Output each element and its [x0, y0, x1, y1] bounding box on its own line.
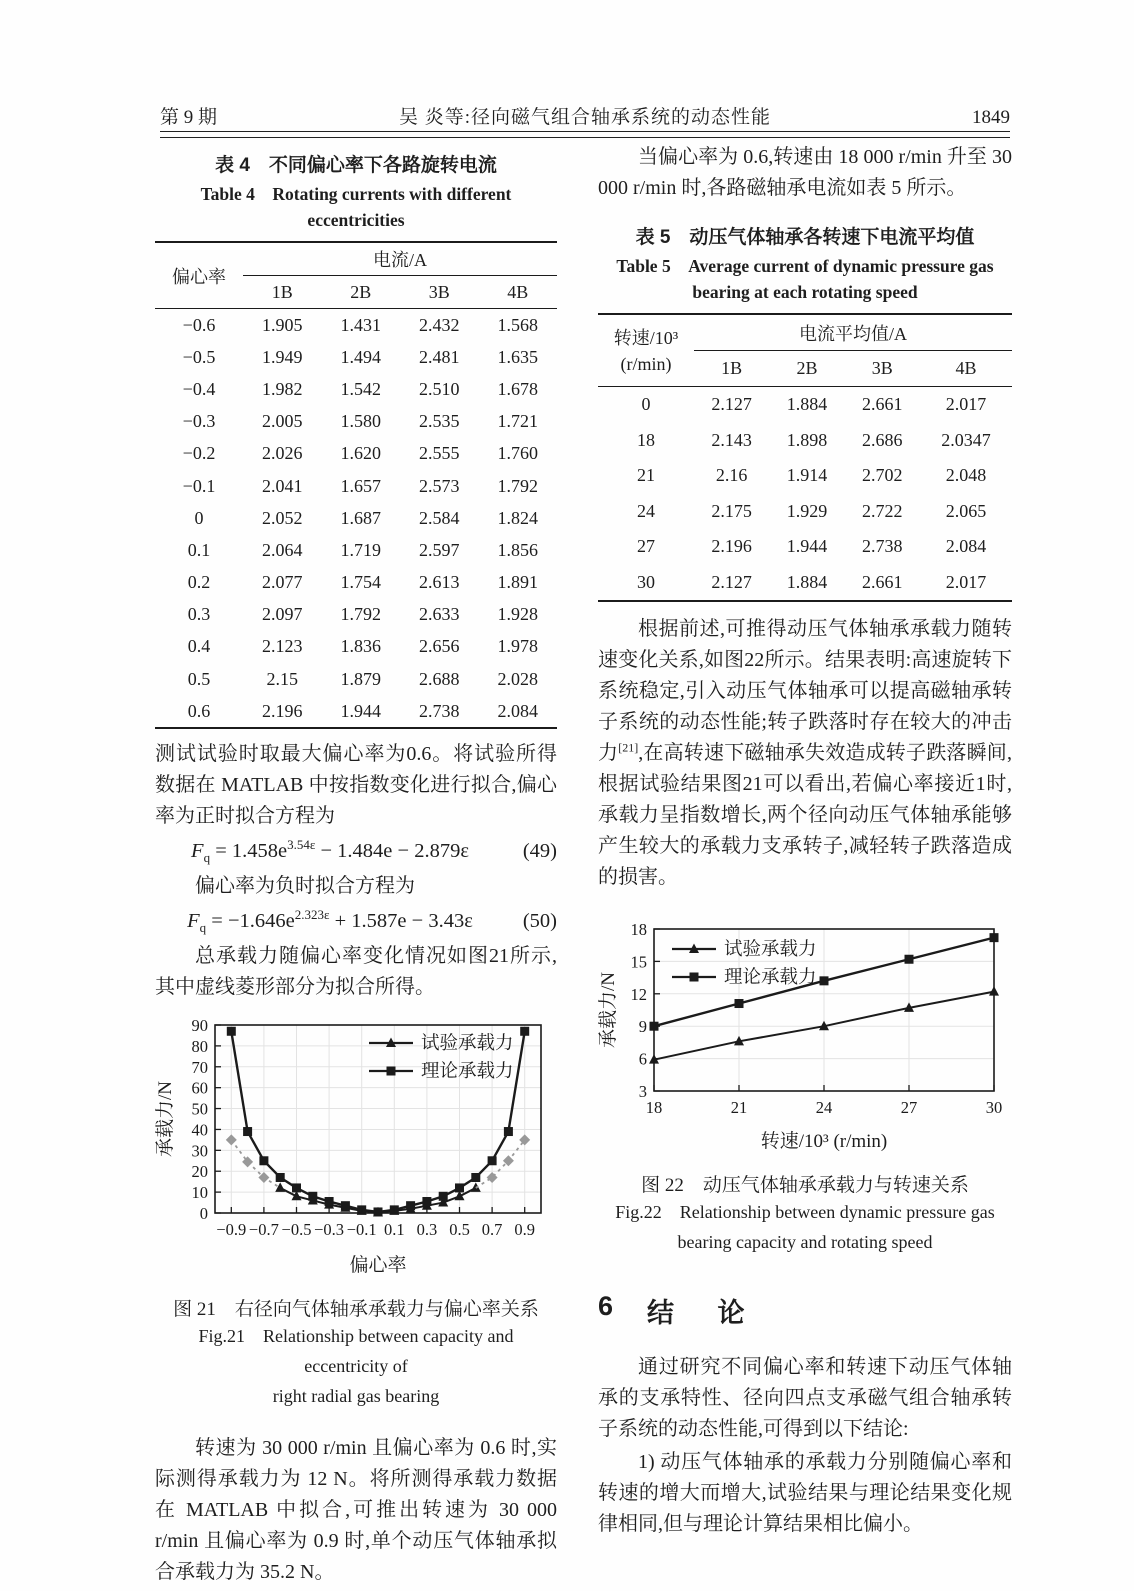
data-cell: 1.824 [497, 507, 538, 528]
data-cell: 1.836 [340, 636, 381, 657]
row-header-cell: −0.3 [182, 411, 216, 432]
table4-col-1B: 1B [271, 281, 293, 302]
table5-body [598, 387, 1012, 602]
table4-body [155, 309, 557, 729]
table4-header [155, 242, 557, 309]
table-row [155, 470, 557, 502]
row-header-cell: 0.4 [187, 636, 211, 657]
svg-text:60: 60 [191, 1078, 208, 1098]
data-cell: 1.982 [262, 378, 303, 399]
right-column [598, 142, 1012, 1542]
data-cell: 2.0347 [941, 429, 991, 450]
data-cell: 2.16 [715, 465, 748, 486]
table-row [598, 529, 1012, 565]
data-cell: 2.052 [262, 507, 303, 528]
table-row [155, 373, 557, 405]
svg-text:24: 24 [815, 1098, 833, 1117]
figure-21-caption-cn: 图 21 右径向气体轴承承载力与偏心率关系 [173, 1299, 539, 1321]
data-cell: 2.097 [262, 604, 303, 625]
data-cell: 2.686 [862, 429, 903, 450]
row-header-cell: 30 [637, 571, 655, 592]
svg-text:50: 50 [191, 1099, 208, 1119]
svg-text:偏心率: 偏心率 [349, 1255, 407, 1277]
fig22-svg [598, 919, 1008, 1155]
svg-text:3: 3 [638, 1082, 647, 1101]
left-column [155, 142, 557, 1590]
table-row [155, 631, 557, 663]
data-cell: 1.884 [786, 394, 828, 415]
svg-text:18: 18 [645, 1098, 663, 1117]
citation-21: [21] [618, 740, 639, 755]
table-row [155, 406, 557, 438]
table5-row-header: 转速/10³ (r/min) [613, 327, 679, 374]
data-cell: 2.017 [945, 394, 987, 415]
data-cell: 1.929 [786, 500, 828, 521]
data-cell: 2.584 [419, 507, 460, 528]
fig21-svg [155, 1017, 553, 1279]
svg-text:−0.5: −0.5 [281, 1220, 312, 1240]
header-double-rule [160, 131, 1010, 138]
svg-text:试验承载力: 试验承载力 [421, 1034, 514, 1055]
table4-title-en: Table 4 Rotating currents with different eccentricities [200, 184, 512, 230]
data-cell: 2.738 [419, 700, 460, 721]
data-cell: 2.196 [262, 700, 303, 721]
data-cell: 1.856 [497, 539, 538, 560]
paragraph-conclusion-1: 1) 动压气体轴承的承载力分别随偏心率和转速的增大而增大,试验结果与理论结果变化规律相同,但与理论计算结果相比偏小。 [598, 1451, 1012, 1535]
svg-text:试验承载力: 试验承载力 [724, 940, 817, 960]
paragraph-negative-fit: 偏心率为负时拟合方程为 [195, 875, 415, 898]
row-header-cell: 24 [637, 500, 655, 521]
data-cell: 1.949 [262, 346, 303, 367]
table5 [598, 313, 1012, 602]
row-header-cell: 0.6 [187, 700, 211, 721]
svg-text:80: 80 [191, 1037, 208, 1057]
data-cell: 1.568 [497, 314, 538, 335]
data-cell: 2.481 [419, 346, 460, 367]
data-cell: 2.688 [419, 668, 460, 689]
table-row [155, 567, 557, 599]
data-cell: 1.905 [262, 314, 303, 335]
data-cell: 1.657 [340, 475, 381, 496]
running-title: 吴 炎等:径向磁气组合轴承系统的动态性能 [398, 107, 772, 128]
table4-col-4B: 4B [507, 281, 529, 302]
svg-text:30: 30 [191, 1141, 208, 1161]
data-cell: 2.026 [262, 443, 303, 464]
figure-22-caption-cn: 图 22 动压气体轴承承载力与转速关系 [641, 1175, 969, 1196]
row-header-cell: −0.5 [182, 346, 216, 367]
data-cell: 1.944 [340, 700, 381, 721]
data-cell: 2.738 [862, 536, 903, 557]
svg-text:27: 27 [900, 1098, 918, 1117]
row-header-cell: 0.1 [187, 539, 211, 560]
data-cell: 2.613 [419, 572, 460, 593]
data-cell: 2.510 [419, 378, 460, 399]
svg-text:90: 90 [191, 1017, 208, 1036]
data-cell: 2.041 [262, 475, 303, 496]
data-cell: 1.580 [340, 411, 381, 432]
data-cell: 2.15 [266, 668, 298, 689]
data-cell: 2.048 [945, 465, 987, 486]
data-cell: 2.175 [711, 500, 752, 521]
data-cell: 2.064 [262, 539, 303, 560]
equation-49-number: (49) [522, 840, 557, 863]
table4-title-cn: 表 4 不同偏心率下各路旋转电流 [215, 155, 497, 176]
table-row [598, 387, 1012, 423]
data-cell: 2.597 [419, 539, 460, 560]
svg-text:理论承载力: 理论承载力 [421, 1062, 514, 1083]
data-cell: 2.123 [262, 636, 303, 657]
figure-22 [598, 919, 1012, 1257]
svg-text:−0.9: −0.9 [216, 1220, 247, 1240]
svg-text:承载力/N: 承载力/N [155, 1081, 176, 1158]
row-header-cell: −0.6 [182, 314, 216, 335]
svg-text:0.9: 0.9 [514, 1220, 536, 1240]
data-cell: 2.127 [711, 571, 752, 592]
data-cell: 2.127 [711, 394, 752, 415]
table4-col-group: 电流/A [243, 242, 557, 276]
table-row [155, 599, 557, 631]
data-cell: 2.555 [419, 443, 460, 464]
svg-text:40: 40 [191, 1120, 208, 1140]
svg-text:12: 12 [630, 984, 647, 1004]
data-cell: 1.928 [497, 604, 538, 625]
data-cell: 1.760 [497, 443, 538, 464]
svg-text:30: 30 [985, 1098, 1003, 1117]
data-cell: 2.084 [497, 700, 538, 721]
table4-col-3B: 3B [428, 281, 450, 302]
table-row [155, 663, 557, 695]
svg-text:15: 15 [630, 952, 647, 972]
svg-text:0.1: 0.1 [383, 1220, 405, 1240]
table4 [155, 241, 557, 729]
svg-text:9: 9 [638, 1017, 647, 1037]
row-header-cell: 0 [641, 394, 651, 415]
section-6-heading: 6 结 论 [598, 1291, 763, 1328]
table5-col-group: 电流平均值/A [694, 314, 1012, 351]
svg-text:0.3: 0.3 [416, 1220, 438, 1240]
data-cell: 2.005 [262, 411, 303, 432]
data-cell: 1.891 [497, 572, 538, 593]
paragraph-measured-capacity: 转速为 30 000 r/min 且偏心率为 0.6 时,实际测得承载力为 12 N。将所测得承载力数据在 MATLAB 中拟合,可推出转速为 30 000 r/min 且偏心率为 0.9 时,单个动压气体轴承拟合承载力为 35.2 N。 [155, 1437, 557, 1584]
svg-text:−0.1: −0.1 [346, 1220, 377, 1240]
row-header-cell: −0.2 [182, 443, 216, 464]
svg-text:理论承载力: 理论承载力 [724, 968, 817, 988]
data-cell: 1.494 [340, 346, 381, 367]
data-cell: 1.719 [340, 539, 381, 560]
table-row [155, 309, 557, 342]
figure-21 [155, 1017, 557, 1411]
data-cell: 1.944 [786, 536, 828, 557]
svg-text:转速/10³ (r/min): 转速/10³ (r/min) [760, 1131, 888, 1152]
paragraph-capacity-vs-speed: 根据前述,可推得动压气体轴承承载力随转速变化关系,如图22所示。结果表明:高速旋转下系统稳定,引入动压气体轴承可以提高磁轴承转子系统的动态性能;转子跌落时存在较大的冲击力[21],在高转速下磁轴承失效造成转子跌落瞬间,根据试验结果图21可以看出,若偏心率接近1时,承载力呈指数增长,两个径向动压气体轴承能够产生较大的承载力支承转子,减轻转子跌落造成的损害。 [598, 618, 1013, 888]
table-row [155, 695, 557, 728]
page-number: 1849 [972, 107, 1010, 128]
data-cell: 1.431 [340, 314, 381, 335]
table-row [598, 458, 1012, 494]
figure-21-caption-en: Fig.21 Relationship between capacity and eccentricity of right radial gas bearing [198, 1326, 514, 1407]
data-cell: 2.661 [862, 394, 903, 415]
data-cell: 1.687 [340, 507, 381, 528]
data-cell: 2.143 [711, 429, 752, 450]
paragraph-speed-range: 当偏心率为 0.6,转速由 18 000 r/min 升至 30 000 r/min 时,各路磁轴承电流如表 5 所示。 [598, 146, 1012, 199]
svg-text:18: 18 [630, 920, 647, 939]
table5-header [598, 314, 1012, 387]
table-row [155, 534, 557, 566]
svg-text:10: 10 [191, 1183, 208, 1203]
row-header-cell: 18 [637, 429, 655, 450]
table-row [155, 341, 557, 373]
svg-text:0: 0 [199, 1204, 208, 1224]
svg-text:6: 6 [638, 1049, 647, 1069]
data-cell: 1.898 [786, 429, 828, 450]
data-cell: 2.702 [862, 465, 903, 486]
data-cell: 1.635 [497, 346, 538, 367]
paragraph-conclusion-intro: 通过研究不同偏心率和转速下动压气体轴承的支承特性、径向四点支承磁气组合轴承转子系统的动态性能,可得到以下结论: [598, 1356, 1012, 1440]
row-header-cell: 0.5 [187, 668, 211, 689]
row-header-cell: 0.3 [187, 604, 211, 625]
data-cell: 2.077 [262, 572, 303, 593]
equation-50 [155, 907, 557, 936]
data-cell: 2.017 [945, 571, 987, 592]
figure-22-chart [598, 919, 1012, 1160]
table5-col-4B: 4B [955, 358, 977, 378]
row-header-cell: 21 [637, 465, 655, 486]
row-header-cell: −0.1 [182, 475, 216, 496]
data-cell: 1.792 [497, 475, 538, 496]
svg-text:承载力/N: 承载力/N [598, 971, 619, 1049]
data-cell: 2.656 [419, 636, 460, 657]
row-header-cell: 0.2 [187, 572, 211, 593]
data-cell: 2.028 [497, 668, 538, 689]
data-cell: 2.432 [419, 314, 460, 335]
figure-22-caption-en: Fig.22 Relationship between dynamic pressure gas bearing capacity and rotating speed [615, 1202, 995, 1252]
paragraph-total-capacity: 总承载力随偏心率变化情况如图21所示,其中虚线菱形部分为拟合所得。 [155, 945, 557, 999]
table-row [155, 502, 557, 534]
table-row [598, 494, 1012, 530]
issue-label: 第 9 期 [160, 107, 218, 128]
figure-21-chart [155, 1017, 557, 1284]
equation-50-body: $F_q = -1.646e^{2.323\varepsilon} + 1.587e - 3.43\varepsilon$ [187, 907, 473, 936]
paragraph-fitting-intro: 测试试验时取最大偏心率为0.6。将试验所得数据在 MATLAB 中按指数变化进行拟合,偏心率为正时拟合方程为 [155, 743, 557, 828]
data-cell: 1.754 [340, 572, 381, 593]
data-cell: 1.884 [786, 571, 828, 592]
svg-text:0.5: 0.5 [449, 1220, 470, 1240]
data-cell: 2.084 [945, 536, 987, 557]
data-cell: 1.542 [340, 378, 381, 399]
data-cell: 2.196 [711, 536, 752, 557]
data-cell: 1.792 [340, 604, 381, 625]
svg-text:−0.3: −0.3 [314, 1220, 345, 1240]
svg-text:70: 70 [191, 1058, 208, 1078]
running-head [160, 102, 1010, 129]
data-cell: 2.065 [945, 500, 987, 521]
equation-49 [155, 837, 557, 866]
row-header-cell: 0 [194, 507, 204, 528]
table-row [598, 565, 1012, 602]
table5-title-en: Table 5 Average current of dynamic pressure gas bearing at each rotating speed [616, 256, 994, 302]
data-cell: 2.722 [862, 500, 903, 521]
data-cell: 1.879 [340, 668, 381, 689]
table4-row-header: 偏心率 [172, 266, 226, 287]
data-cell: 1.721 [497, 411, 538, 432]
equation-50-number: (50) [522, 910, 557, 933]
table5-title-cn: 表 5 动压气体轴承各转速下电流平均值 [635, 227, 975, 248]
data-cell: 1.678 [497, 378, 538, 399]
table4-col-2B: 2B [350, 281, 372, 302]
data-cell: 1.914 [786, 465, 828, 486]
data-cell: 2.661 [862, 571, 903, 592]
row-header-cell: −0.4 [182, 378, 216, 399]
row-header-cell: 27 [637, 536, 655, 557]
equation-49-body: $F_q = 1.458e^{3.54\varepsilon} - 1.484e - 2.879\varepsilon$ [191, 837, 469, 866]
table5-col-1B: 1B [721, 358, 743, 378]
svg-text:20: 20 [191, 1162, 208, 1182]
table5-col-3B: 3B [871, 358, 893, 378]
table5-col-2B: 2B [796, 358, 818, 378]
svg-text:21: 21 [730, 1098, 748, 1117]
data-cell: 1.978 [497, 636, 538, 657]
data-cell: 2.573 [419, 475, 460, 496]
data-cell: 2.535 [419, 411, 460, 432]
svg-text:0.7: 0.7 [481, 1220, 503, 1240]
data-cell: 2.633 [419, 604, 460, 625]
svg-text:−0.7: −0.7 [248, 1220, 279, 1240]
table-row [155, 438, 557, 470]
data-cell: 1.620 [340, 443, 381, 464]
table-row [598, 423, 1012, 459]
